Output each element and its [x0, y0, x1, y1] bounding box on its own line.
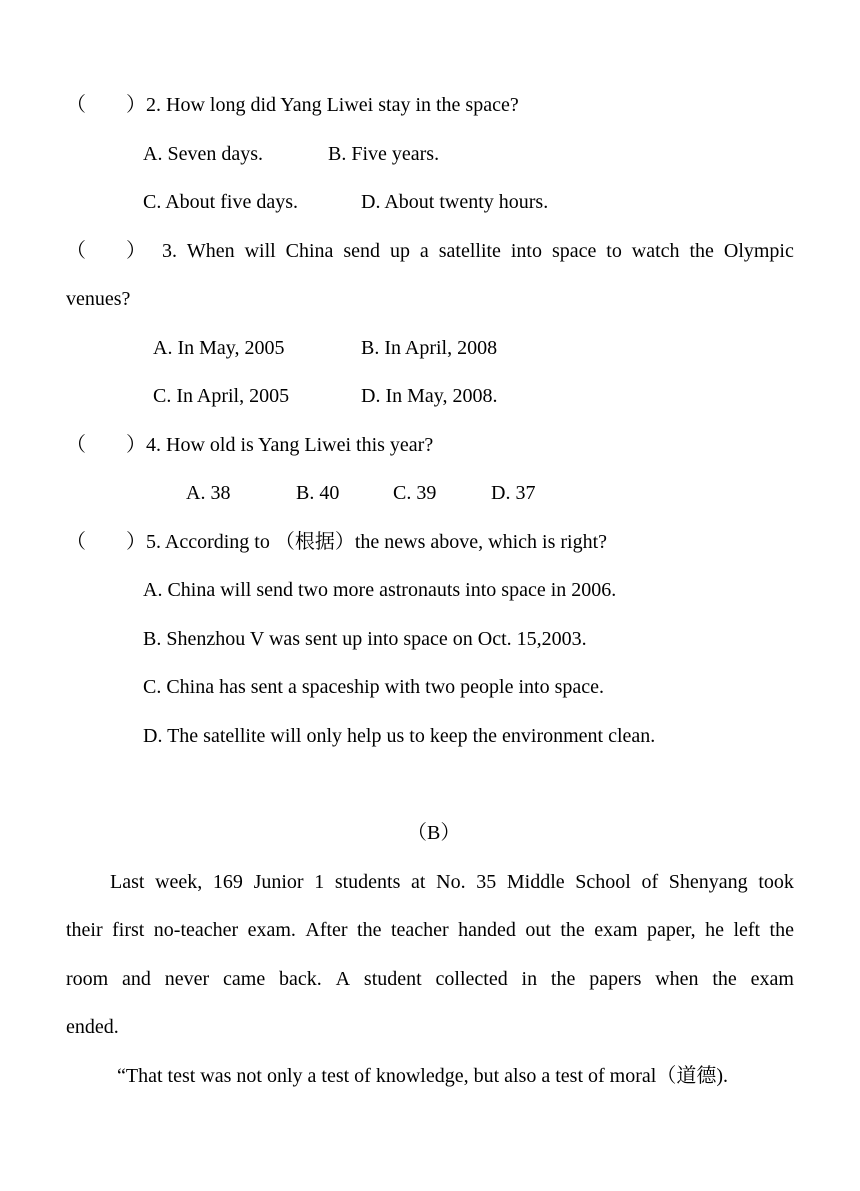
question-2-stem: 2. How long did Yang Liwei stay in the space? [146, 94, 519, 116]
word: papers [589, 968, 642, 990]
word: took [758, 871, 794, 893]
word: he [705, 919, 724, 941]
question-5-option-a: A. China will send two more astronauts into space in 2006. [143, 579, 617, 601]
word: at [411, 871, 426, 893]
question-4-option-b: B. 40 [296, 482, 340, 504]
stem-word: send [343, 240, 381, 262]
word: A [335, 968, 351, 990]
word: back. [279, 968, 322, 990]
word: first [112, 919, 145, 941]
word: collected [435, 968, 508, 990]
question-5-option-c: C. China has sent a spaceship with two people into space. [143, 676, 605, 698]
stem-word: up [389, 240, 410, 262]
word: of [641, 871, 659, 893]
word: never [164, 968, 210, 990]
question-3-option-c: C. In April, 2005 [153, 385, 290, 407]
word: No. [436, 871, 466, 893]
word: Shenyang [668, 871, 748, 893]
question-4-option-c: C. 39 [393, 482, 437, 504]
answer-blank: （ ） [66, 240, 146, 262]
question-2-option-c: C. About five days. [143, 191, 298, 213]
question-5-stem-line [66, 529, 607, 555]
paragraph-1-line-1 [110, 869, 794, 895]
word: when [655, 968, 699, 990]
stem-word: watch [631, 240, 680, 262]
word: 1 [314, 871, 325, 893]
word: came [223, 968, 266, 990]
word: the [712, 968, 737, 990]
answer-blank: （ ） [66, 434, 146, 456]
stem-word: satellite [438, 240, 501, 262]
question-5-stem: 5. According to （根据）the news above, which is right? [146, 531, 608, 553]
question-3-stem-line [66, 238, 794, 264]
stem-word: will [244, 240, 276, 262]
paragraph-2-line-1: “That test was not only a test of knowledge, but also a test of moral（道德). [117, 1065, 728, 1087]
question-4-option-a: A. 38 [186, 482, 231, 504]
question-2-option-a: A. Seven days. [143, 143, 263, 165]
stem-word: to [606, 240, 622, 262]
word: Last [110, 871, 145, 893]
stem-word: the [689, 240, 714, 262]
word: the [769, 919, 794, 941]
word: in [521, 968, 538, 990]
word: exam [750, 968, 794, 990]
question-5-option-d: D. The satellite will only help us to keep the environment clean. [143, 725, 656, 747]
word: 35 [476, 871, 497, 893]
question-5-option-b: B. Shenzhou V was sent up into space on Oct. 15,2003. [143, 628, 587, 650]
stem-word: Olympic [723, 240, 794, 262]
answer-blank: （ ） [66, 94, 146, 116]
section-b-heading: （B） [407, 822, 461, 844]
question-4-option-d: D. 37 [491, 482, 536, 504]
paragraph-1-line-2 [66, 917, 794, 943]
stem-word: into [510, 240, 542, 262]
word: exam [594, 919, 638, 941]
question-3-option-b: B. In April, 2008 [361, 337, 498, 359]
question-4-stem: 4. How old is Yang Liwei this year? [146, 434, 434, 456]
word: Middle [506, 871, 565, 893]
stem-word: a [419, 240, 429, 262]
word: exam. [247, 919, 296, 941]
word: week, [155, 871, 203, 893]
word: the [550, 968, 576, 990]
question-3-option-d: D. In May, 2008. [361, 385, 498, 407]
question-4-stem-line [66, 432, 433, 458]
stem-word: When [186, 240, 235, 262]
word: After [305, 919, 348, 941]
word: School [575, 871, 631, 893]
question-2-option-d: D. About twenty hours. [361, 191, 549, 213]
question-2-option-b: B. Five years. [328, 143, 440, 165]
stem-word: space [551, 240, 597, 262]
word: the [357, 919, 382, 941]
word: students [334, 871, 401, 893]
answer-blank: （ ） [66, 531, 146, 553]
question-2-stem-line [66, 92, 519, 118]
word: no-teacher [153, 919, 239, 941]
paragraph-1-line-4: ended. [66, 1016, 119, 1038]
word: their [66, 919, 103, 941]
word: handed [458, 919, 516, 941]
stem-word: 3. [161, 240, 177, 262]
word: Junior [253, 871, 304, 893]
word: room [66, 968, 109, 990]
word: student [363, 968, 422, 990]
word: teacher [390, 919, 449, 941]
paragraph-1-line-3 [66, 966, 794, 992]
question-3-option-a: A. In May, 2005 [153, 337, 285, 359]
stem-word: China [285, 240, 334, 262]
word: the [560, 919, 585, 941]
word: out [525, 919, 551, 941]
word: paper, [647, 919, 696, 941]
word: 169 [212, 871, 243, 893]
word: and [122, 968, 151, 990]
question-3-stem-continued: venues? [66, 288, 131, 310]
word: left [733, 919, 761, 941]
